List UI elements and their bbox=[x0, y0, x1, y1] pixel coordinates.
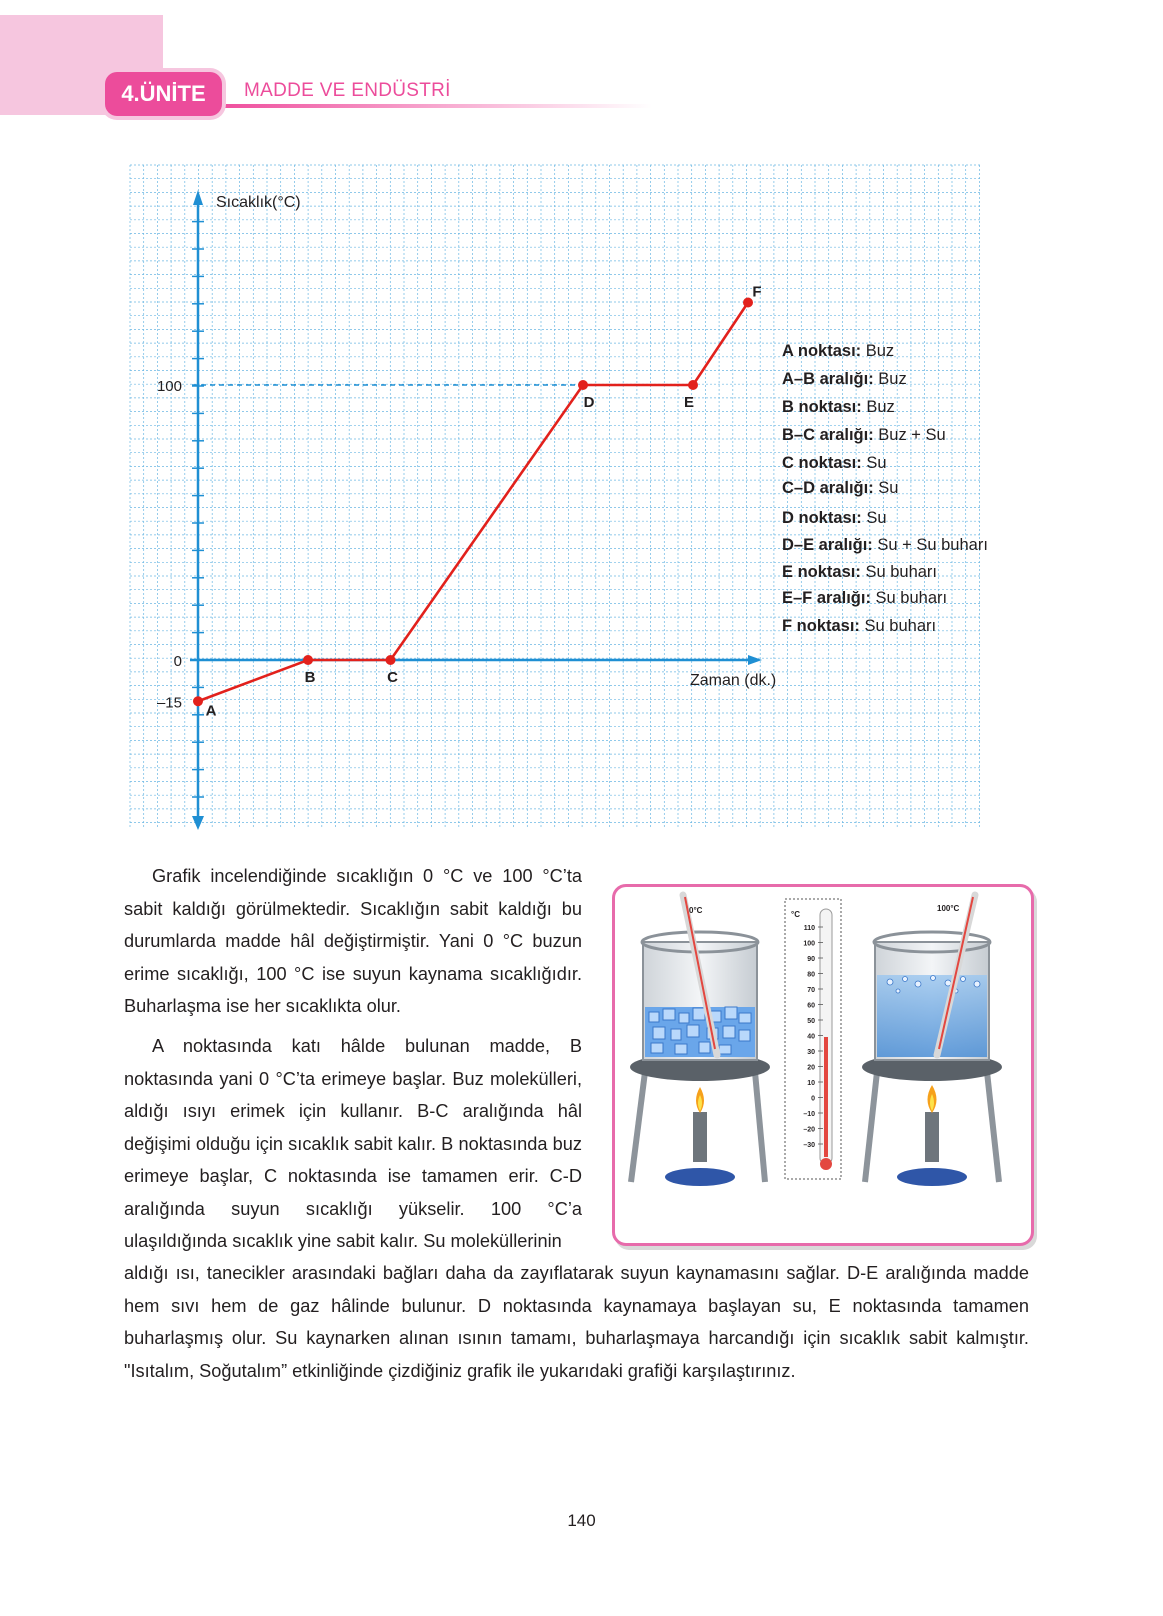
thermometer-scale-label: 110 bbox=[803, 925, 815, 932]
thermometer-scale-label: 90 bbox=[807, 956, 815, 963]
legend-value: Su bbox=[873, 479, 899, 497]
y-tick-label: –15 bbox=[156, 694, 182, 712]
legend-row bbox=[782, 536, 988, 555]
legend-term: D noktası: bbox=[782, 509, 862, 527]
legend-term: C–D aralığı: bbox=[782, 479, 874, 497]
paragraph-3: aldığı ısı, tanecikler arasındaki bağları daha da zayıflatarak suyun kaynamasını sağlar. D-E aralığında madde hem sıvı hem de gaz hâlinde bulunur. D noktasında kaynamaya başlayan su, E noktasında tamamen buharlaşmış olur. Su kaynarken alınan ısının tamamı, buharlaşmaya harcandığı için sıcaklık sabit kalmıştır. "Isıtalım, Soğutalım” etkinliğinde çizdiğiniz grafik ile yukarıdaki grafiği karşılaştırınız. bbox=[124, 1263, 1029, 1381]
thermometer-scale-label: 80 bbox=[807, 971, 815, 979]
legend-value: Su buharı bbox=[870, 589, 948, 607]
data-point-d bbox=[578, 380, 588, 390]
legend-row bbox=[782, 454, 887, 473]
data-point-c bbox=[386, 655, 396, 665]
thermometer-scale-label: 40 bbox=[807, 1033, 815, 1041]
legend-term: E–F aralığı: bbox=[782, 589, 871, 607]
point-label-b: B bbox=[304, 669, 316, 686]
thermometer-scale-label: 60 bbox=[807, 1002, 815, 1010]
thermometer-scale-label: –30 bbox=[803, 1142, 815, 1149]
legend-value: Su buharı bbox=[860, 563, 937, 581]
data-point-b bbox=[303, 655, 313, 665]
x-axis-arrow bbox=[748, 655, 762, 665]
legend-value: Su bbox=[861, 454, 887, 472]
left-ice-beaker bbox=[630, 895, 770, 1186]
legend-value: Buz + Su bbox=[873, 426, 946, 444]
thermometer-scale-label: 20 bbox=[807, 1064, 815, 1072]
right-boiling-beaker bbox=[862, 895, 1002, 1186]
legend-row bbox=[782, 342, 894, 361]
paragraph-2: A noktasında katı hâlde bulunan madde, B noktasında yani 0 °C’ta erimeye başlar. Buz molekülleri, aldığı ısıyı erimek için kullanır. B-C aralığında hâl değişimi olduğu için sıcaklık sabit kalır. B noktasında buz erimeye başlar, C noktasında ise tamamen erir. C-D aralığında suyun sıcaklığı yükselir. 100 °C’a ulaşıldığında sıcaklık yine sabit kalır. Su moleküllerinin bbox=[124, 1036, 582, 1251]
thermometer-scale-label: 30 bbox=[807, 1049, 815, 1056]
point-label-f: F bbox=[752, 283, 762, 301]
data-point-e bbox=[688, 380, 698, 390]
legend-value: Buz bbox=[873, 370, 907, 388]
legend-row bbox=[782, 509, 887, 528]
thermometer-scale-label: –20 bbox=[803, 1126, 815, 1134]
legend-row bbox=[782, 479, 898, 498]
left-beaker-label: 0°C bbox=[689, 906, 703, 915]
heating-experiment-illustration bbox=[612, 884, 1034, 1246]
legend-value: Buz bbox=[861, 398, 895, 416]
paragraph-1: Grafik incelendiğinde sıcaklığın 0 °C ve 100 °C’ta sabit kaldığı görülmektedir. Sıcaklığın sabit kaldığı bu durumlarda madde hâl değiştirmiştir. Yani 0 °C buzun erime sıcaklığı, 100 °C ise suyun kaynama sıcaklığıdır. Buharlaşma ise her sıcaklıkta olur. bbox=[124, 866, 582, 1016]
point-label-e: E bbox=[683, 394, 695, 411]
legend-row bbox=[782, 398, 895, 417]
legend-row bbox=[782, 563, 937, 582]
legend-row bbox=[782, 617, 936, 636]
legend-term: D–E aralığı: bbox=[782, 536, 873, 554]
right-beaker-label: 100°C bbox=[937, 904, 960, 913]
thermometer-scale-label: 70 bbox=[807, 987, 815, 994]
unit-badge: 4.ÜNİTE bbox=[105, 72, 222, 116]
thermometer-scale-label: 50 bbox=[807, 1018, 815, 1025]
thermometer-unit: °C bbox=[791, 910, 800, 919]
data-point-a bbox=[193, 696, 203, 706]
legend-row bbox=[782, 426, 946, 445]
reference-thermometer bbox=[785, 899, 841, 1179]
point-label-d: D bbox=[583, 394, 595, 411]
thermometer-scale-label: 0 bbox=[811, 1095, 815, 1103]
thermometer-scale-label: 100 bbox=[803, 940, 815, 948]
y-axis-label: Sıcaklık(°C) bbox=[216, 194, 301, 211]
y-axis-arrow-bottom bbox=[192, 816, 204, 830]
legend-term: B noktası: bbox=[782, 398, 862, 416]
legend-term: C noktası: bbox=[782, 454, 862, 472]
legend-value: Su + Su buharı bbox=[872, 536, 988, 554]
legend-term: B–C aralığı: bbox=[782, 426, 874, 444]
legend-term: F noktası: bbox=[782, 617, 860, 635]
y-tick-labels bbox=[157, 378, 182, 711]
y-tick-label: 0 bbox=[173, 653, 182, 670]
legend-value: Su bbox=[861, 509, 887, 527]
legend-row bbox=[782, 370, 907, 389]
x-axis-label: Zaman (dk.) bbox=[690, 672, 777, 689]
unit-title: MADDE VE ENDÜSTRİ bbox=[244, 80, 451, 101]
thermometer-scale-label: –10 bbox=[803, 1111, 815, 1118]
legend-term: E noktası: bbox=[782, 563, 861, 581]
point-label-c: C bbox=[387, 669, 398, 686]
page-number: 140 bbox=[567, 1511, 596, 1530]
legend-row bbox=[782, 589, 947, 608]
y-tick-label: 100 bbox=[156, 378, 182, 395]
legend-value: Buz bbox=[861, 342, 895, 360]
data-points bbox=[193, 284, 762, 720]
legend-term: A–B aralığı: bbox=[782, 370, 874, 388]
legend-term: A noktası: bbox=[782, 342, 862, 360]
thermometer-scale-label: 10 bbox=[807, 1080, 815, 1087]
point-label-a: A bbox=[205, 702, 217, 720]
chart-axes bbox=[190, 190, 762, 830]
legend-value: Su buharı bbox=[859, 617, 937, 635]
